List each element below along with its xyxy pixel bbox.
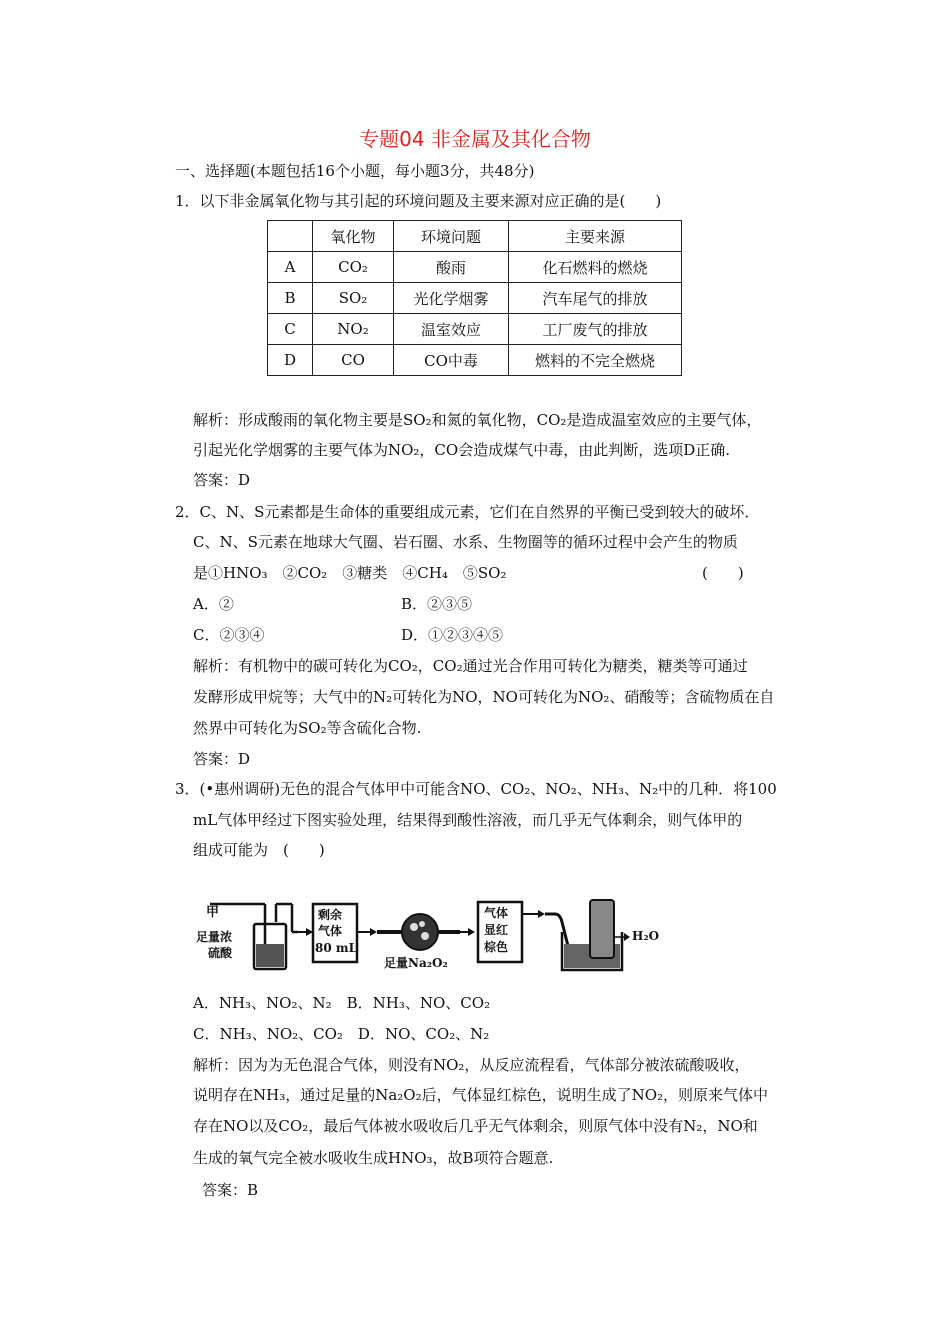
- table-cell: CO₂: [313, 252, 394, 283]
- q1-analysis-line: 引起光化学烟雾的主要气体为NO₂，CO会造成煤气中毒，由此判断，选项D正确.: [193, 441, 731, 459]
- table-cell: 汽车尾气的排放: [509, 283, 682, 314]
- table-cell: CO中毒: [394, 345, 509, 376]
- oxide-table: [267, 220, 682, 376]
- fig-box2-text: 显红: [484, 923, 509, 937]
- table-header-cell: 主要来源: [509, 221, 682, 252]
- table-row: [268, 252, 682, 283]
- table-cell: A: [268, 252, 313, 283]
- table-row: [268, 283, 682, 314]
- q3-analysis-line: 解析：因为为无色混合气体，则没有NO₂，从反应流程看，气体部分被浓硫酸吸收，: [193, 1056, 750, 1074]
- q2-option-d: D．①②③④⑤: [401, 626, 504, 644]
- table-cell: 酸雨: [394, 252, 509, 283]
- fig-label-water: H₂O: [632, 929, 660, 943]
- fig-box1-text: 80 mL: [315, 941, 358, 955]
- fig-label-acid: 足量浓: [196, 930, 233, 944]
- page-title: 专题04 非金属及其化合物: [359, 127, 591, 151]
- section-heading: 一、选择题(本题包括16个小题，每小题3分，共48分): [175, 162, 535, 180]
- table-cell: 化石燃料的燃烧: [509, 252, 682, 283]
- q2-option-c: C．②③④: [193, 626, 265, 644]
- fig-box2-text: 气体: [484, 906, 509, 920]
- table-header-cell: 氧化物: [313, 221, 394, 252]
- table-cell: B: [268, 283, 313, 314]
- q3-analysis-line: 说明存在NH₃，通过足量的Na₂O₂后，气体显红棕色，说明生成了NO₂，则原来气体中: [193, 1086, 769, 1104]
- q2-analysis-line: 发酵形成甲烷等；大气中的N₂可转化为NO，NO可转化为NO₂、硝酸等；含硫物质在自: [193, 688, 775, 706]
- q2-option-a: A．②: [193, 595, 234, 613]
- q1-analysis-line: 解析：形成酸雨的氧化物主要是SO₂和氮的氧化物，CO₂是造成温室效应的主要气体，: [193, 411, 762, 429]
- table-cell: 工厂废气的排放: [509, 314, 682, 345]
- q1-stem: 1．以下非金属氧化物与其引起的环境问题及主要来源对应正确的是( ): [175, 192, 662, 210]
- table-row: [268, 314, 682, 345]
- q2-analysis-line: 然界中可转化为SO₂等含硫化合物.: [193, 719, 422, 737]
- table-header-cell: [268, 221, 313, 252]
- q3-analysis-line: 存在NO以及CO₂，最后气体被水吸收后几乎无气体剩余，则原气体中没有N₂，NO和: [193, 1117, 758, 1135]
- fig-label-acid: 硫酸: [208, 946, 233, 960]
- q2-stem-line: C、N、S元素在地球大气圈、岩石圈、水系、生物圈等的循环过程中会产生的物质: [193, 533, 738, 551]
- table-header-cell: 环境问题: [394, 221, 509, 252]
- q3-stem-line: 3．(•惠州调研)无色的混合气体甲中可能含NO、CO₂、NO₂、NH₃、N₂中的几种．将100: [175, 780, 777, 798]
- q2-option-b: B．②③⑤: [401, 595, 473, 613]
- q3-stem-line: 组成可能为 ( ): [193, 841, 325, 859]
- q3-answer: 答案：B: [202, 1181, 259, 1199]
- table-row: [268, 345, 682, 376]
- table-cell: 燃料的不完全燃烧: [509, 345, 682, 376]
- fig-label-jia: 甲: [206, 905, 220, 920]
- q1-answer: 答案：D: [193, 471, 251, 489]
- table-cell: 光化学烟雾: [394, 283, 509, 314]
- q3-options-cd: C．NH₃、NO₂、CO₂ D．NO、CO₂、N₂: [193, 1025, 490, 1043]
- table-cell: D: [268, 345, 313, 376]
- q2-answer-blank: ( ): [702, 564, 744, 582]
- fig-label-na2o2: 足量Na₂O₂: [384, 956, 448, 970]
- q2-analysis-line: 解析：有机物中的碳可转化为CO₂，CO₂通过光合作用可转化为糖类，糖类等可通过: [193, 657, 748, 675]
- table-cell: C: [268, 314, 313, 345]
- q2-stem-line: 是①HNO₃ ②CO₂ ③糖类 ④CH₄ ⑤SO₂: [193, 564, 507, 582]
- table-cell: NO₂: [313, 314, 394, 345]
- q3-options-ab: A．NH₃、NO₂、N₂ B．NH₃、NO、CO₂: [193, 994, 491, 1012]
- table-cell: CO: [313, 345, 394, 376]
- q2-stem-line: 2．C、N、S元素都是生命体的重要组成元素，它们在自然界的平衡已受到较大的破坏．: [175, 503, 760, 521]
- fig-box1-text: 剩余: [318, 908, 343, 922]
- fig-box2-text: 棕色: [484, 940, 509, 954]
- q3-analysis-line: 生成的氧气完全被水吸收生成HNO₃，故B项符合题意.: [193, 1149, 554, 1167]
- table-header-row: [268, 221, 682, 252]
- q3-stem-line: mL气体甲经过下图实验处理，结果得到酸性溶液，而几乎无气体剩余，则气体甲的: [193, 811, 743, 829]
- fig-box1-text: 气体: [318, 924, 343, 938]
- table-cell: 温室效应: [394, 314, 509, 345]
- table-cell: SO₂: [313, 283, 394, 314]
- q2-answer: 答案：D: [193, 750, 251, 768]
